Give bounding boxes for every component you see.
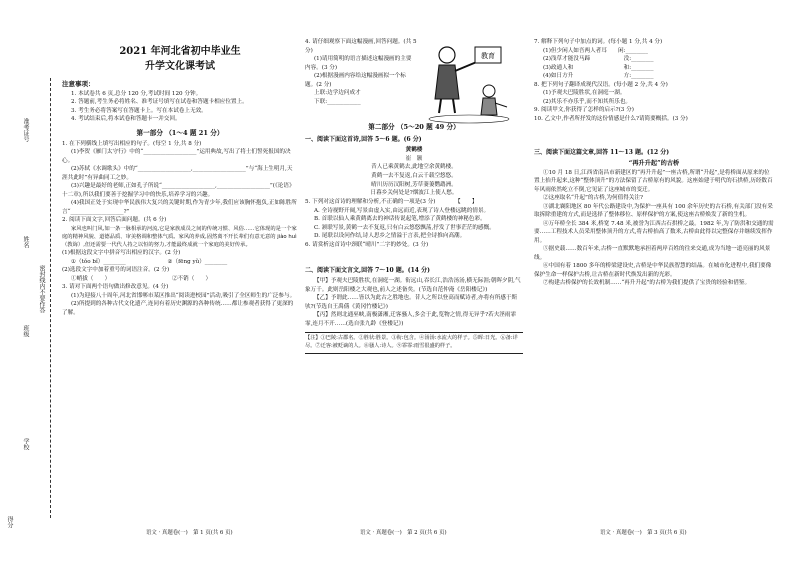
question-9: 9. 阅读甲文,你获得了怎样的启示?(3 分) [534, 107, 634, 113]
annotation-notes: 【注】①巴陵:古郡名。②胜状:胜景。③衔:包含。④汤汤:水流大的样子。⑤晖:日光。⑥备:详尽。⑦迁客:被贬谪的人。⑧骚人:诗人。⑨霏霏:雨雪很盛的样子。 [305, 332, 523, 354]
notice-item: 3. 考生务必将答案写在答题卡上。写在本试卷上无效。 [71, 107, 207, 114]
article-paragraph: ④万年桥全长 384 米,桥宽 7.48 米,被誉为江西古石拱桥之最。1982 年,为了防洪和交通的需要……工程技术人员采用整体顶升的方式,将古桥抬高了数米,古桥由此得以完整保存并继续发挥作用。 [534, 220, 774, 244]
label-seal-warning: 密封线内不要作答 [38, 265, 45, 313]
notice-item: 2. 答题前,考生务必将姓名、准考证号填写在试卷和答题卡相应位置上。 [71, 99, 248, 106]
question-6: 6. 请赏析这首诗中颈联“晴川”二字的妙处。(3 分) [305, 241, 429, 248]
answer-blank: ①峭拔（ ） [71, 275, 111, 282]
exam-title-line1: 2021 年河北省初中毕业生 [119, 46, 241, 57]
notice-item: 1. 本试卷共 6 页,总分 120 分,考试时间 120 分钟。 [71, 90, 202, 97]
question-2-passage: 家风也叫门风,如一条一脉相承的河流,它是家族成员之间的传统习惯、风俗……它体现的是一个家庭的精神风貌、道德品质、审美格调和整体气质。家风的养成,固然离不开长辈们有意无意的 jiào huì（教诲）,但还需要一代代人持之以恒的努力,才能最终成就一个家庭的美好传承。 [62, 225, 297, 248]
label-ticket-number: 准考证号 [22, 118, 29, 142]
option-b: B. 首联以仙人乘黄鹤离去的神话传说起笔,增添了黄鹤楼的神秘色彩。 [314, 216, 486, 223]
question-3-item: (1)为迎接八十周年,河北省邯郸市某区推出“阅读进校园”活动,吸引了全区师生的广泛参与。 [71, 292, 296, 299]
question-5: 5. 下列对这首诗的理解和分析,不正确的一项是(3 分) 【 】 [305, 199, 478, 206]
page-footer-1: 语文 · 真题卷(一) 第 1 页(共 6 页) [146, 530, 233, 536]
question-8-item: (2)其乐不亦乐乎,而不知其所乐也。 [543, 98, 632, 105]
article-paragraph: ⑥中国有着 1800 多年的桥梁建设史,古桥是中华民族智慧的结晶。在城市化进程中,我们要像保护生命一样保护古桥,让古桥在新时代焕发出新的光彩。 [534, 263, 772, 278]
seal-line [50, 78, 51, 518]
question-7-item: (2)浅草才能没马蹄 没:________ [543, 56, 654, 62]
column-1 [62, 38, 298, 317]
question-2: 2. 阅读下面文字,回答后面问题。(共 6 分) [62, 217, 167, 224]
couplet-upper: 上联:边学边问成才 [314, 90, 361, 96]
article-title: “再升升起”的古桥 [628, 160, 680, 168]
poem-line: 黄鹤一去不复返,白云千载空悠悠。 [371, 173, 457, 180]
binding-margin [0, 0, 58, 565]
sign-text: 教育 [481, 52, 495, 60]
article-paragraph: ②这座取名“升起”的古桥,为何值得关注? [543, 195, 643, 202]
section-a-title: 一、阅读下面这首诗,回答 5～6 题。(6 分) [305, 136, 422, 144]
question-1-item: (3)兴趣是最好的老师,正如孔子所说“___________________,___________________”(《论语》十二章),所以我们要善于挖掘学习中的快乐,培养学习的兴趣。 [62, 183, 295, 198]
question-1: 1. 在下列横线上填写出相应的句子。(每空 1 分,共 8 分) [62, 140, 202, 147]
article-paragraph: ⑤据史载……数百年来,古桥一直默默地承担着两岸百姓的往来交通,成为当地一道亮丽的风景线。 [534, 246, 771, 261]
question-1-item: (1)李贺《雁门太守行》中的“___________________”运用典故,写出了将士们誓死报国的决心。 [62, 149, 291, 164]
poem-line: 昔人已乘黄鹤去,此地空余黄鹤楼。 [371, 164, 457, 171]
question-7-item: (3)政通人和 和:________ [543, 64, 654, 71]
answer-blank: ②不销（ ） [171, 275, 212, 282]
poem-author: 崔 颢 [405, 155, 423, 162]
article-paragraph: ③湖北襄阳地区 80 年代公路建设中,为保护一座具有 100 余年历史的古石桥,有关部门没有采取拆除重建的方式,而是选择了整体移位、原样保护的方案,使这座古桥焕发了新的生机。 [534, 203, 773, 219]
poem-title: 黄鹤楼 [405, 147, 423, 154]
question-3: 3. 请对下面两个语句做出修改意见。(4 分) [62, 284, 169, 291]
answer-space [305, 249, 523, 263]
label-school: 学校 [22, 438, 29, 450]
question-7-item: (1)但少闲人如吾两人者耳 闲:________ [543, 47, 648, 54]
article-paragraph: ①10 月 18 日,江西省南昌市新建区的“再升升起”一座古桥,所谓“升起”,是将桥面从原来的位置上抬升起来,这种“整体顶升”的方法保留了古桥原有的风貌。这座始建于明代的石拱桥,历经数百年风雨依然屹立不倒,它见证了这座城市的变迁。 [534, 169, 773, 193]
question-2-sub2-options [62, 275, 298, 284]
poem-line: 日暮乡关何处是?烟波江上使人愁。 [370, 190, 458, 197]
notice-title: 注意事项： [62, 80, 95, 88]
question-8-item: (1)予观夫巴陵胜状,在洞庭一湖。 [543, 90, 626, 96]
question-4-item: (2)根据漫画内容给这幅漫画拟一个标题。(2 分) [305, 73, 406, 88]
notice-item: 4. 考试结束后,将本试卷和答题卡一并交回。 [71, 116, 181, 123]
option-c: C. 颔联写景,黄鹤一去不复返,只有白云悠悠飘荡,抒发了世事茫茫的感慨。 [314, 224, 495, 231]
question-2-sub2: (2)选段文字中加着重号的词语注音。(2 分) [62, 267, 170, 274]
question-2-sub1-options [62, 258, 298, 267]
question-4-item: (1)请用简明的语言描述这幅漫画的主要内容。(3 分) [305, 56, 412, 71]
question-7-item: (4)如日方升 方:________ [543, 73, 654, 79]
page-footer-3: 语文 · 真题卷(一) 第 3 页(共 6 页) [600, 530, 687, 536]
label-class: 班级 [22, 325, 29, 337]
question-1-item: (2)苏轼《水调歌头》中的“___________________,___________________”与“海上生明月,天涯共此时”有异曲同工之妙。 [62, 166, 293, 181]
question-4: 4. 请仔细观察下面这幅漫画,回答问题。(共 5 分) [305, 39, 417, 54]
label-name: 姓名 [22, 236, 29, 248]
article-paragraph: ⑦构建古桥保护的长效机制……“再升升起”的古桥为我们提供了宝贵的经验和借鉴。 [543, 280, 751, 287]
couplet-lower-blank: 下联:____________ [314, 98, 361, 105]
part1-title: 第一部分 （1～4 题 21 分） [136, 128, 224, 137]
option-d: D. 尾联以设问作结,诗人思乡之情溢于言表,把全诗推向高潮。 [314, 233, 466, 240]
question-1-item: (4)我国正处于实现中华民族伟大复兴的关键时期,作为青少年,我们应该胸怀抱负,正如陈胜所言“___________________?” [62, 200, 297, 215]
question-3-item: (2)所提到的各种古代文化遗产,连同有着历史渊源的各种传统……都让参观者获得了更深的了解。 [62, 301, 294, 316]
page-footer-2: 语文 · 真题卷(一) 第 2 页(共 6 页) [360, 530, 447, 536]
question-8: 8. 把下列句子翻译成现代汉语。(每小题 2 分,共 4 分) [534, 81, 668, 88]
question-7: 7. 解释下列句子中加点的词。(每小题 1 分,共 4 分) [534, 39, 663, 45]
exam-title-line2: 升学文化课考试 [145, 61, 215, 72]
option-a: A. 全诗视野开阔,写景由虚入实,由远而近,表现了诗人登楼远眺的情景。 [314, 207, 490, 214]
section-b-title: 二、阅读下面文言文,回答 7～10 题。(14 分) [305, 267, 430, 275]
passage-b: 【乙】予谓此……皆以为此古之胜地也。昔人之所以登高而赋诗者,亦将有所感于斯欤?(节选自王禹偁《黄冈竹楼记》) [305, 295, 518, 310]
answer-space [534, 123, 774, 145]
passage-c: 【丙】然则北通巫峡,南极潇湘,迁客骚人,多会于此,览物之情,得无异乎?若夫淫雨霏霏,连月不开……(选自张九龄《登楼记》) [305, 312, 517, 327]
poem-line: 晴川历历汉阳树,芳草萋萋鹦鹉洲。 [371, 181, 457, 188]
question-10: 10. 乙文中,作者所抒发的这份情感是什么?请简要概括。(3 分) [534, 115, 688, 122]
answer-blank: ②（fēng yǔ）________ [167, 258, 228, 265]
column-3 [534, 38, 774, 288]
section-c-title: 三、阅读下面这篇文章,回答 11～13 题。(12 分) [534, 149, 670, 156]
part2-title: 第二部分 （5～20 题 49 分） [368, 123, 460, 131]
passage-a: 【甲】予观夫巴陵胜状,在洞庭一湖。衔远山,吞长江,浩浩汤汤,横无际涯;朝晖夕阴,气象万千。此则岳阳楼之大观也,前人之述备矣。(节选自范仲淹《岳阳楼记》) [305, 278, 521, 293]
answer-blank: ①（tǒo bǐ）________ [71, 258, 126, 265]
question-2-sub1: (1)根据这段文字中拼音写出相应的汉字。(2 分) [62, 250, 181, 257]
label-score: 得分 [6, 516, 13, 528]
column-2 [305, 38, 523, 354]
